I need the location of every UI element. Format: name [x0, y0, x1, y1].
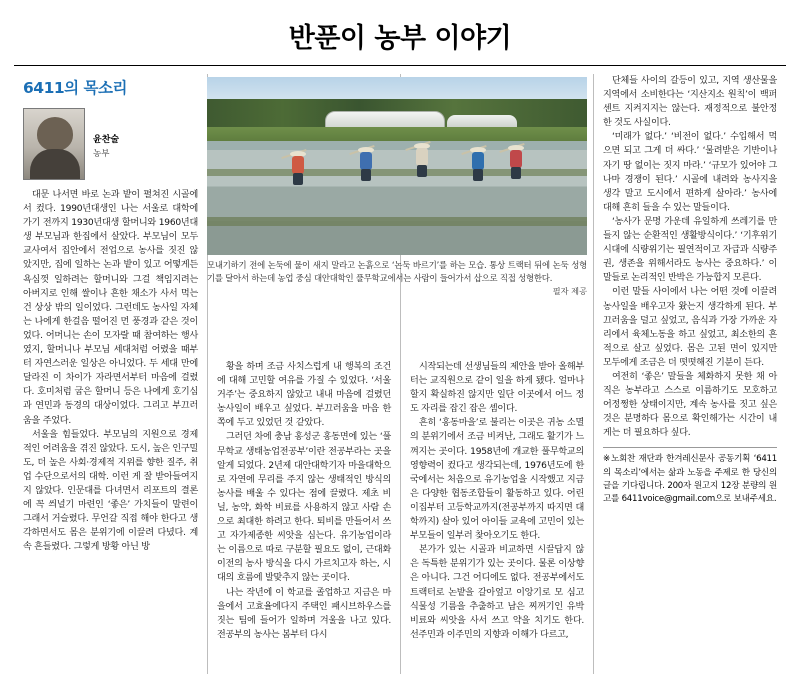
photo-farmer	[413, 143, 431, 177]
author-role: 농부	[93, 148, 110, 159]
photo-caption: 모내기하기 전에 논둑에 물이 새지 말라고 논흙으로 ‘논둑 바르기’를 하는 모습. 통상 트랙터 뒤에 논둑 성형기를 달아서 하는데 농업 중심 대안대학인 풀무학교에서는 사람이 들어가서 삽으로 직접 성형한다.	[207, 260, 587, 283]
paragraph: 시작되는데 선생님들의 제안을 받아 올해부터는 교직원으로 같이 일을 하게 됐다. 얼마나 할지 확실하진 않지만 일단 이곳에서 어느 정도 자리를 잡긴 잡은 셈이다.	[410, 362, 584, 415]
paragraph: 이런 말들 사이에서 나는 어떤 것에 이끌려 농사일을 배우고자 왔는지 생각하게 된다. 부끄러움을 덜고 싶었고, 음식과 가장 가까운 자리에서 육체노동을 하고 싶었고, 최소한의 흔적으로 살고 싶었다. 몸은 고된 면이 있지만 모두에게 조금은 더 떳떳해진 기분이 든다.	[603, 287, 777, 368]
author-block	[23, 108, 198, 180]
column-4	[593, 74, 786, 674]
header-divider	[14, 65, 786, 66]
photo-flooded-paddy	[207, 141, 587, 255]
article-photo-block	[207, 77, 587, 297]
paragraph: 그러던 차에 충남 홍성군 홍동면에 있는 ‘풀무학교 생태농업전공부’이란 전공부라는 곳을 알게 되었다. 2년제 대안대학기자 마을대학으로 자연에 무리를 주지 않는 생태적인 방식의 농사를 배울 수 있다는 점에 끌렸다. 제초 비닐, 농약, 화학 비료를 사용하지 않고 사람 손으로 최대한 하려고 한다. 퇴비를 만들어서 쓰고 자가제종한 씨앗을 심는다. 유기농업이라는 이름으로 따로 구분할 필요도 없이, 근대화 이전의 농사 방식을 다시 가르치고자 하는, 시대의 흐름에 발맞추지 않는 곳이다.	[217, 432, 391, 584]
paragraph: 대문 나서면 바로 논과 밭이 펼쳐진 시골에서 컸다. 1990년대생인 나는 서울로 대학에 가기 전까지 1930년대생 할머니와 1960년대생 부모님과 한집에서 살았다. 부모님이 모두 교사여서 집안에서 전업으로 농사를 짓진 않았지만, 집에 일하는 논과 밭이 있고 어떻게든 욕심껏 일하려는 할머니와 그걸 책임지려는 아버지로 인해 쌀이나 흔한 채소가 사서 먹는 건 상상 밖의 일이었다. 그런데도 농사일 자체는 나에게 한걸음 떨어진 먼 풍경과 같은 것이었다. 어머니는 손이 모자랄 때 참여하는 행사였지, 할머니나 부모님 세대처럼 어렸을 때부터 자연스러운 일상은 아니었다. 두 세대 만에 달라진 이 차이가 자라면서부터 마음에 걸렸다. 호미처럼 굽은 할머니 등은 나에게 호기심과 연민과 동경의 대상이었다. 그리고 부끄러움을 주었다.	[23, 190, 198, 426]
column-1	[14, 74, 207, 674]
rice-paddy-photo	[207, 77, 587, 255]
column-2-body	[217, 360, 391, 642]
submission-notice: ※노회찬 재단과 한겨레신문사 공동기획 ‘6411의 목소리’에서는 삶과 노동을 주제로 한 당신의 글을 기다립니다. 200자 원고지 12장 분량의 원고를 6411voice@gmail.com으로 보내주세요.	[603, 447, 777, 506]
author-meta	[93, 108, 119, 160]
paragraph: 본가가 있는 시골과 비교하면 시끌답지 않은 독특한 분위기가 있는 곳이다. 물론 이상향은 아니다. 그건 어디에도 없다. 전공부에서도 트랙터로 논밭을 갈아엎고 이앙기로 모 심고 식물성 기름을 추출하고 남은 찌꺼기인 유박 비료와 씨앗을 사서 쓰고 약을 치기도 한다. 선주민과 이주민의 지향과 이해가 다르고,	[410, 545, 584, 640]
column-4-body	[603, 74, 777, 440]
photo-farmer	[507, 145, 525, 179]
page-title: 반푼이 농부 이야기	[288, 23, 512, 54]
paragraph: 흔히 ‘홍동마을’로 불리는 이곳은 귀농 소멸의 분위기에서 조금 비켜난, 그래도 활기가 느껴지는 곳이다. 1958년에 개교한 풀무학교의 영향력이 컸다고 생각되는데, 1976년도에 한국에서는 처음으로 유기농업을 시작했고 지금은 다양한 협동조합들이 활동하고 있다. 어린이집부터 고등학교까지(전공부까지 따지면 대학까지) 살아 있어 아이들 교육에 고민이 있는 부모들이 일부러 찾아오기도 한다.	[410, 418, 584, 542]
paragraph: 여전히 ‘좋은’ 말들을 체화하지 못한 채 아직은 농부라고 스스로 이름하기도 모호하고 어정쩡한 상태이지만, 계속 농사를 짓고 싶은 것은 분명하다 몸으로 확인해가는 시간이 내게는 더 필요하다 싶다.	[603, 371, 777, 439]
paragraph: ‘미래가 없다.’ ‘비전이 없다.’ 수입해서 먹으면 되고 그게 더 싸다.’ ‘물려받은 기반이나 자기 땅 없이는 짓지 마라.’ ‘규모가 있어야 그나마 경쟁이 된다.’ 시골에 내려와 농사지을 생각 말고 도시에서 편하게 살아라.’ 농사에 대해 흔히 들을 수 있는 말들이다.	[603, 132, 777, 213]
paragraph: 나는 작년에 이 학교를 졸업하고 지금은 마을에서 고효율에다지 주택인 패시브하우스를 짓는 팀에 들어가 일하며 겨울을 나고 있다. 전공부의 농사는 봄부터 다시	[217, 587, 391, 640]
photo-farmer	[469, 147, 487, 181]
photo-farmer	[357, 147, 375, 181]
section-title: 6411의 목소리	[23, 79, 127, 97]
photo-ridge-far	[207, 217, 587, 226]
paragraph: 단체들 사이의 갈등이 있고, 지역 생산물을 지역에서 소비한다는 ‘지산지소 원칙’이 백퍼센트 지켜지지는 않는다. 재정적으로 불안정한 것도 사실이다.	[603, 76, 777, 129]
photo-farmer	[289, 151, 307, 185]
photo-credit: 필자 제공	[552, 286, 587, 297]
paragraph: ‘농사가 문명 가운데 유일하게 쓰레기를 만들지 않는 순환적인 생활방식이다.’ ‘기후위기 시대에 식량위기는 필연적이고 자급과 식량주권, 생존을 위해서라도 농사는 중요하다.’ 이 말들로 논리적인 반박은 가능합지 모른다.	[603, 216, 777, 284]
column-3-body	[410, 360, 584, 642]
author-name: 윤찬술	[93, 135, 120, 145]
photo-ridge-near	[207, 169, 587, 176]
paragraph: 황을 하며 조금 사치스럽게 내 행복의 조건에 대해 고민할 여유를 가질 수 있었다. ‘서울 거주’는 중요하지 않았고 내내 마음에 걸렸던 농사일이 배우고 싶었다. 부끄러움을 마음 한쪽에 두고 있었던 것 같았다.	[217, 362, 391, 429]
author-portrait	[23, 108, 85, 180]
column-1-body	[23, 188, 198, 554]
paragraph: 서울을 힘들었다. 부모님의 지원으로 경제적인 어려움을 겪진 않았다. 도시, 높은 인구밀도, 더 높은 사회·경제적 지위를 향한 질주, 취업 수단으로서의 대학. 이런 게 잘 받아들여지지 않았다. 인문대를 다녀면서 리포트의 결론에 꼭 씌널기 마련인 ‘좋은’ 가치들이 말련이 그래서 거슬렸다. 무언갈 직접 해야 한다고 생각하면서도 몸은 분위기에 이끌려 다녔다. 계속 흔들렸다. 그렇게 방황 아닌 방	[23, 429, 198, 553]
